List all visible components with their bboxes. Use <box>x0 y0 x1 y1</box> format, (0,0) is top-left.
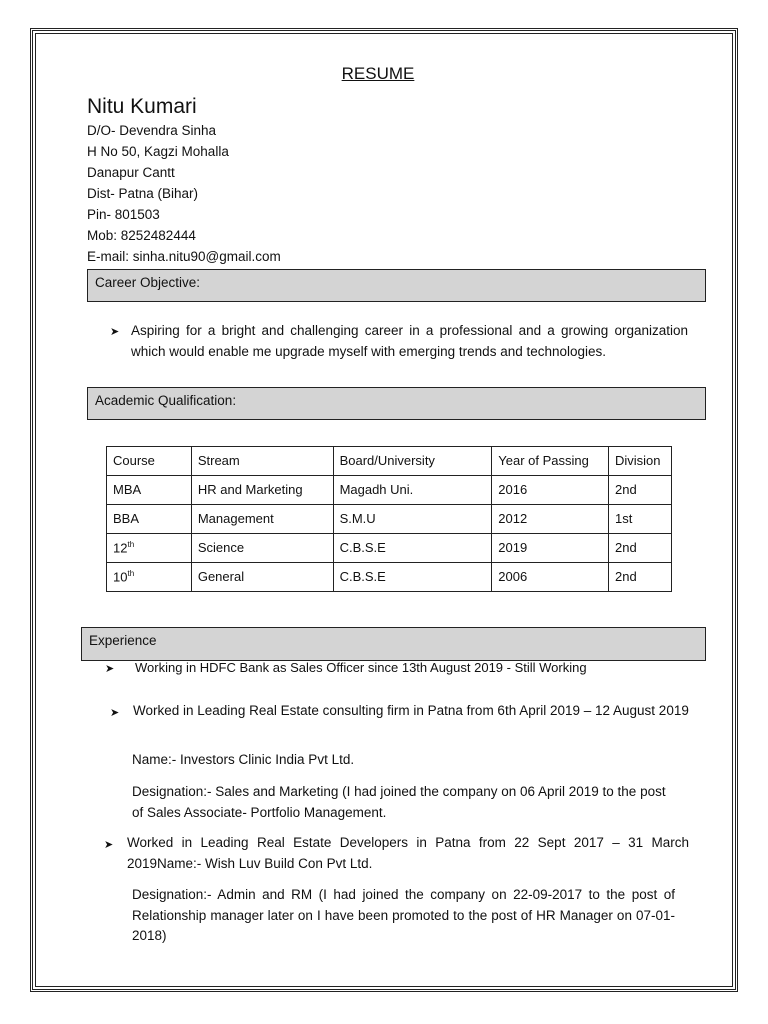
experience-item-consulting: Worked in Leading Real Estate consulting firm in Patna from 6th April 2019 – 12 August 2019 <box>133 703 689 718</box>
academic-qualification-heading: Academic Qualification: <box>87 387 706 420</box>
address-line-district: Dist- Patna (Bihar) <box>87 186 199 201</box>
address-line-house: H No 50, Kagzi Mohalla <box>87 144 229 159</box>
table-cell-year: 2019 <box>492 534 609 563</box>
table-cell-board: S.M.U <box>333 505 492 534</box>
academic-table <box>106 446 672 592</box>
table-cell-course: 10th <box>107 563 192 592</box>
table-cell-stream: Management <box>191 505 333 534</box>
bullet-arrow-icon: ➤ <box>110 326 120 338</box>
table-row <box>107 505 672 534</box>
table-cell-year: 2006 <box>492 563 609 592</box>
experience-item-consulting-designation: Designation:- Sales and Marketing (I had joined the company on 06 April 2019 to the post of Sales Associate- Portfolio Management. <box>132 784 666 820</box>
experience-item-hdfc: Working in HDFC Bank as Sales Officer since 13th August 2019 - Still Working <box>135 660 587 675</box>
table-cell-division: 2nd <box>609 563 672 592</box>
experience-heading: Experience <box>81 627 706 661</box>
table-cell-division: 1st <box>609 505 672 534</box>
table-cell-board: C.B.S.E <box>333 563 492 592</box>
table-cell-year: 2016 <box>492 476 609 505</box>
table-cell-course: 12th <box>107 534 192 563</box>
table-header-row <box>107 447 672 476</box>
experience-item-developers: Worked in Leading Real Estate Developers in Patna from 22 Sept 2017 – 31 March 2019Name:- Wish Luv Build Con Pvt Ltd. <box>127 835 689 871</box>
table-header: Course <box>107 447 192 476</box>
career-objective-text: Aspiring for a bright and challenging career in a professional and a growing organization which would enable me upgrade myself with emerging trends and technologies. <box>131 323 688 359</box>
address-line-pin: Pin- 801503 <box>87 207 160 222</box>
table-cell-board: C.B.S.E <box>333 534 492 563</box>
table-header: Division <box>609 447 672 476</box>
bullet-arrow-icon: ➤ <box>110 707 120 719</box>
table-row <box>107 476 672 505</box>
table-header: Board/University <box>333 447 492 476</box>
table-cell-board: Magadh Uni. <box>333 476 492 505</box>
address-line-email: E-mail: sinha.nitu90@gmail.com <box>87 249 281 264</box>
experience-item-consulting-company: Name:- Investors Clinic India Pvt Ltd. <box>132 752 355 767</box>
table-cell-course: BBA <box>107 505 192 534</box>
table-cell-stream: HR and Marketing <box>191 476 333 505</box>
table-cell-division: 2nd <box>609 476 672 505</box>
table-header: Year of Passing <box>492 447 609 476</box>
address-line-area: Danapur Cantt <box>87 165 175 180</box>
address-line-mobile: Mob: 8252482444 <box>87 228 196 243</box>
table-row <box>107 534 672 563</box>
table-cell-division: 2nd <box>609 534 672 563</box>
table-cell-year: 2012 <box>492 505 609 534</box>
address-line-parent: D/O- Devendra Sinha <box>87 123 217 138</box>
table-cell-stream: Science <box>191 534 333 563</box>
experience-item-developers-designation: Designation:- Admin and RM (I had joined the company on 22-09-2017 to the post of Relationship manager later on I have been promoted to the post of HR Manager on 07-01-2018) <box>132 887 675 943</box>
resume-title: RESUME <box>341 64 415 83</box>
bullet-arrow-icon: ➤ <box>105 663 115 675</box>
table-row <box>107 563 672 592</box>
table-cell-stream: General <box>191 563 333 592</box>
career-objective-heading: Career Objective: <box>87 269 706 302</box>
bullet-arrow-icon: ➤ <box>104 839 114 851</box>
table-cell-course: MBA <box>107 476 192 505</box>
table-header: Stream <box>191 447 333 476</box>
candidate-name: Nitu Kumari <box>87 95 197 118</box>
